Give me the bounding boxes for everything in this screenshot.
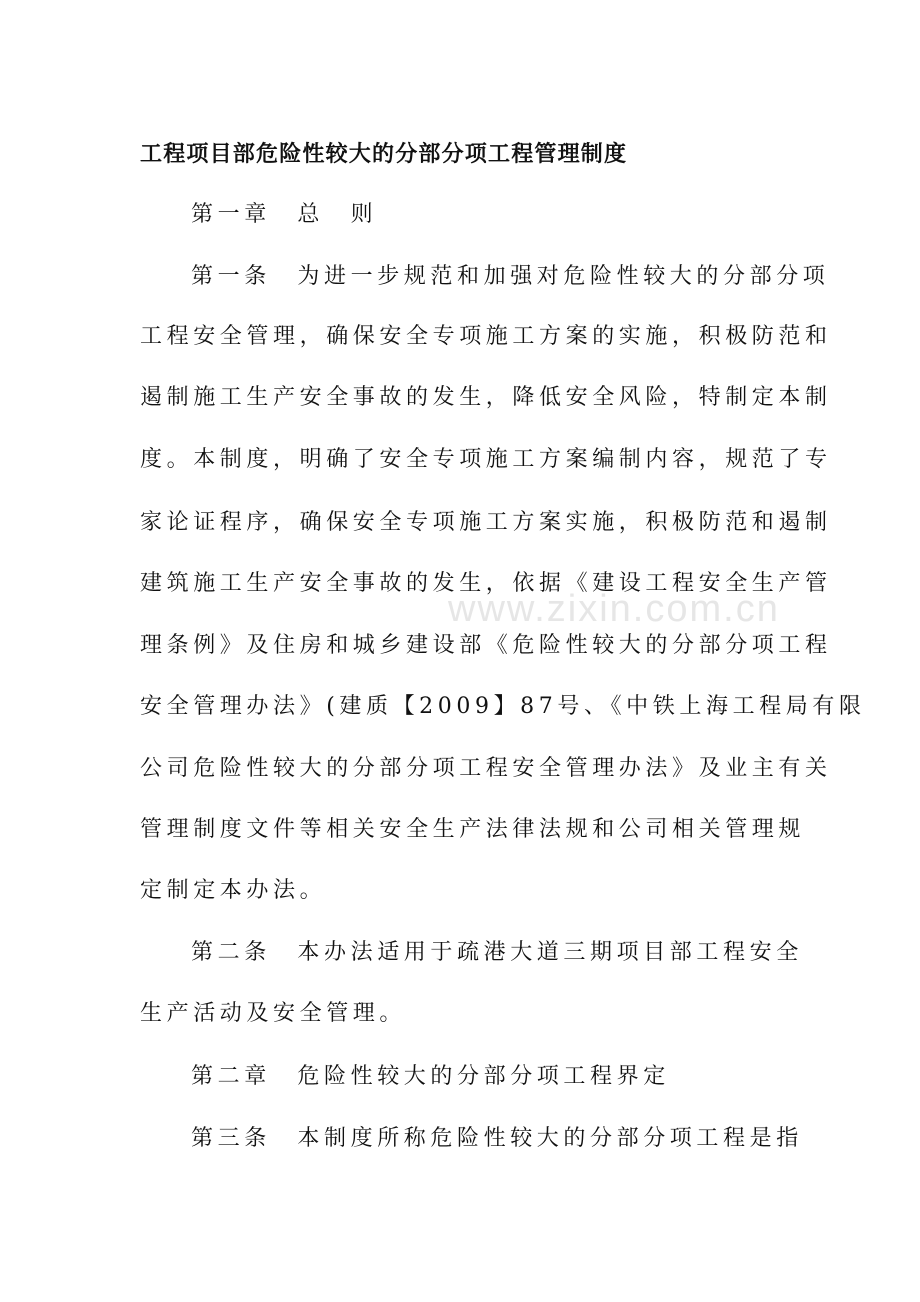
paragraph-line: 工程安全管理，确保安全专项施工方案的实施，积极防范和 [140, 324, 832, 349]
paragraph-line: 家论证程序，确保安全专项施工方案实施，积极防范和遏制 [140, 510, 832, 535]
paragraph-line: 生产活动及安全管理。 [140, 1001, 407, 1026]
paragraph-line: 第一条 为进一步规范和加强对危险性较大的分部分项 [191, 264, 830, 289]
paragraph-line: 安全管理办法》(建质【2009】87号、《中铁上海工程局有限 [140, 694, 866, 719]
paragraph-line: 定制定本办法。 [140, 878, 327, 903]
chapter-heading: 第一章 总 则 [191, 202, 378, 227]
paragraph-line: 管理制度文件等相关安全生产法律法规和公司相关管理规 [140, 817, 806, 842]
watermark: www.zixin.com.cn [448, 588, 780, 630]
paragraph-line: 理条例》及住房和城乡建设部《危险性较大的分部分项工程 [140, 633, 832, 658]
document-title: 工程项目部危险性较大的分部分项工程管理制度 [140, 141, 628, 167]
article-heading: 第二条 本办法适用于疏港大道三期项目部工程安全 [191, 940, 803, 965]
chapter-heading: 第二章 危险性较大的分部分项工程界定 [191, 1064, 670, 1089]
paragraph-line: 建筑施工生产安全事故的发生，依据《建设工程安全生产管 [140, 571, 832, 596]
paragraph-line: 遏制施工生产安全事故的发生，降低安全风险，特制定本制 [140, 385, 832, 410]
paragraph-line: 公司危险性较大的分部分项工程安全管理办法》及业主有关 [140, 756, 832, 781]
paragraph-line: 度。本制度，明确了安全专项施工方案编制内容，规范了专 [140, 447, 832, 472]
article-heading: 第三条 本制度所称危险性较大的分部分项工程是指 [191, 1126, 803, 1151]
